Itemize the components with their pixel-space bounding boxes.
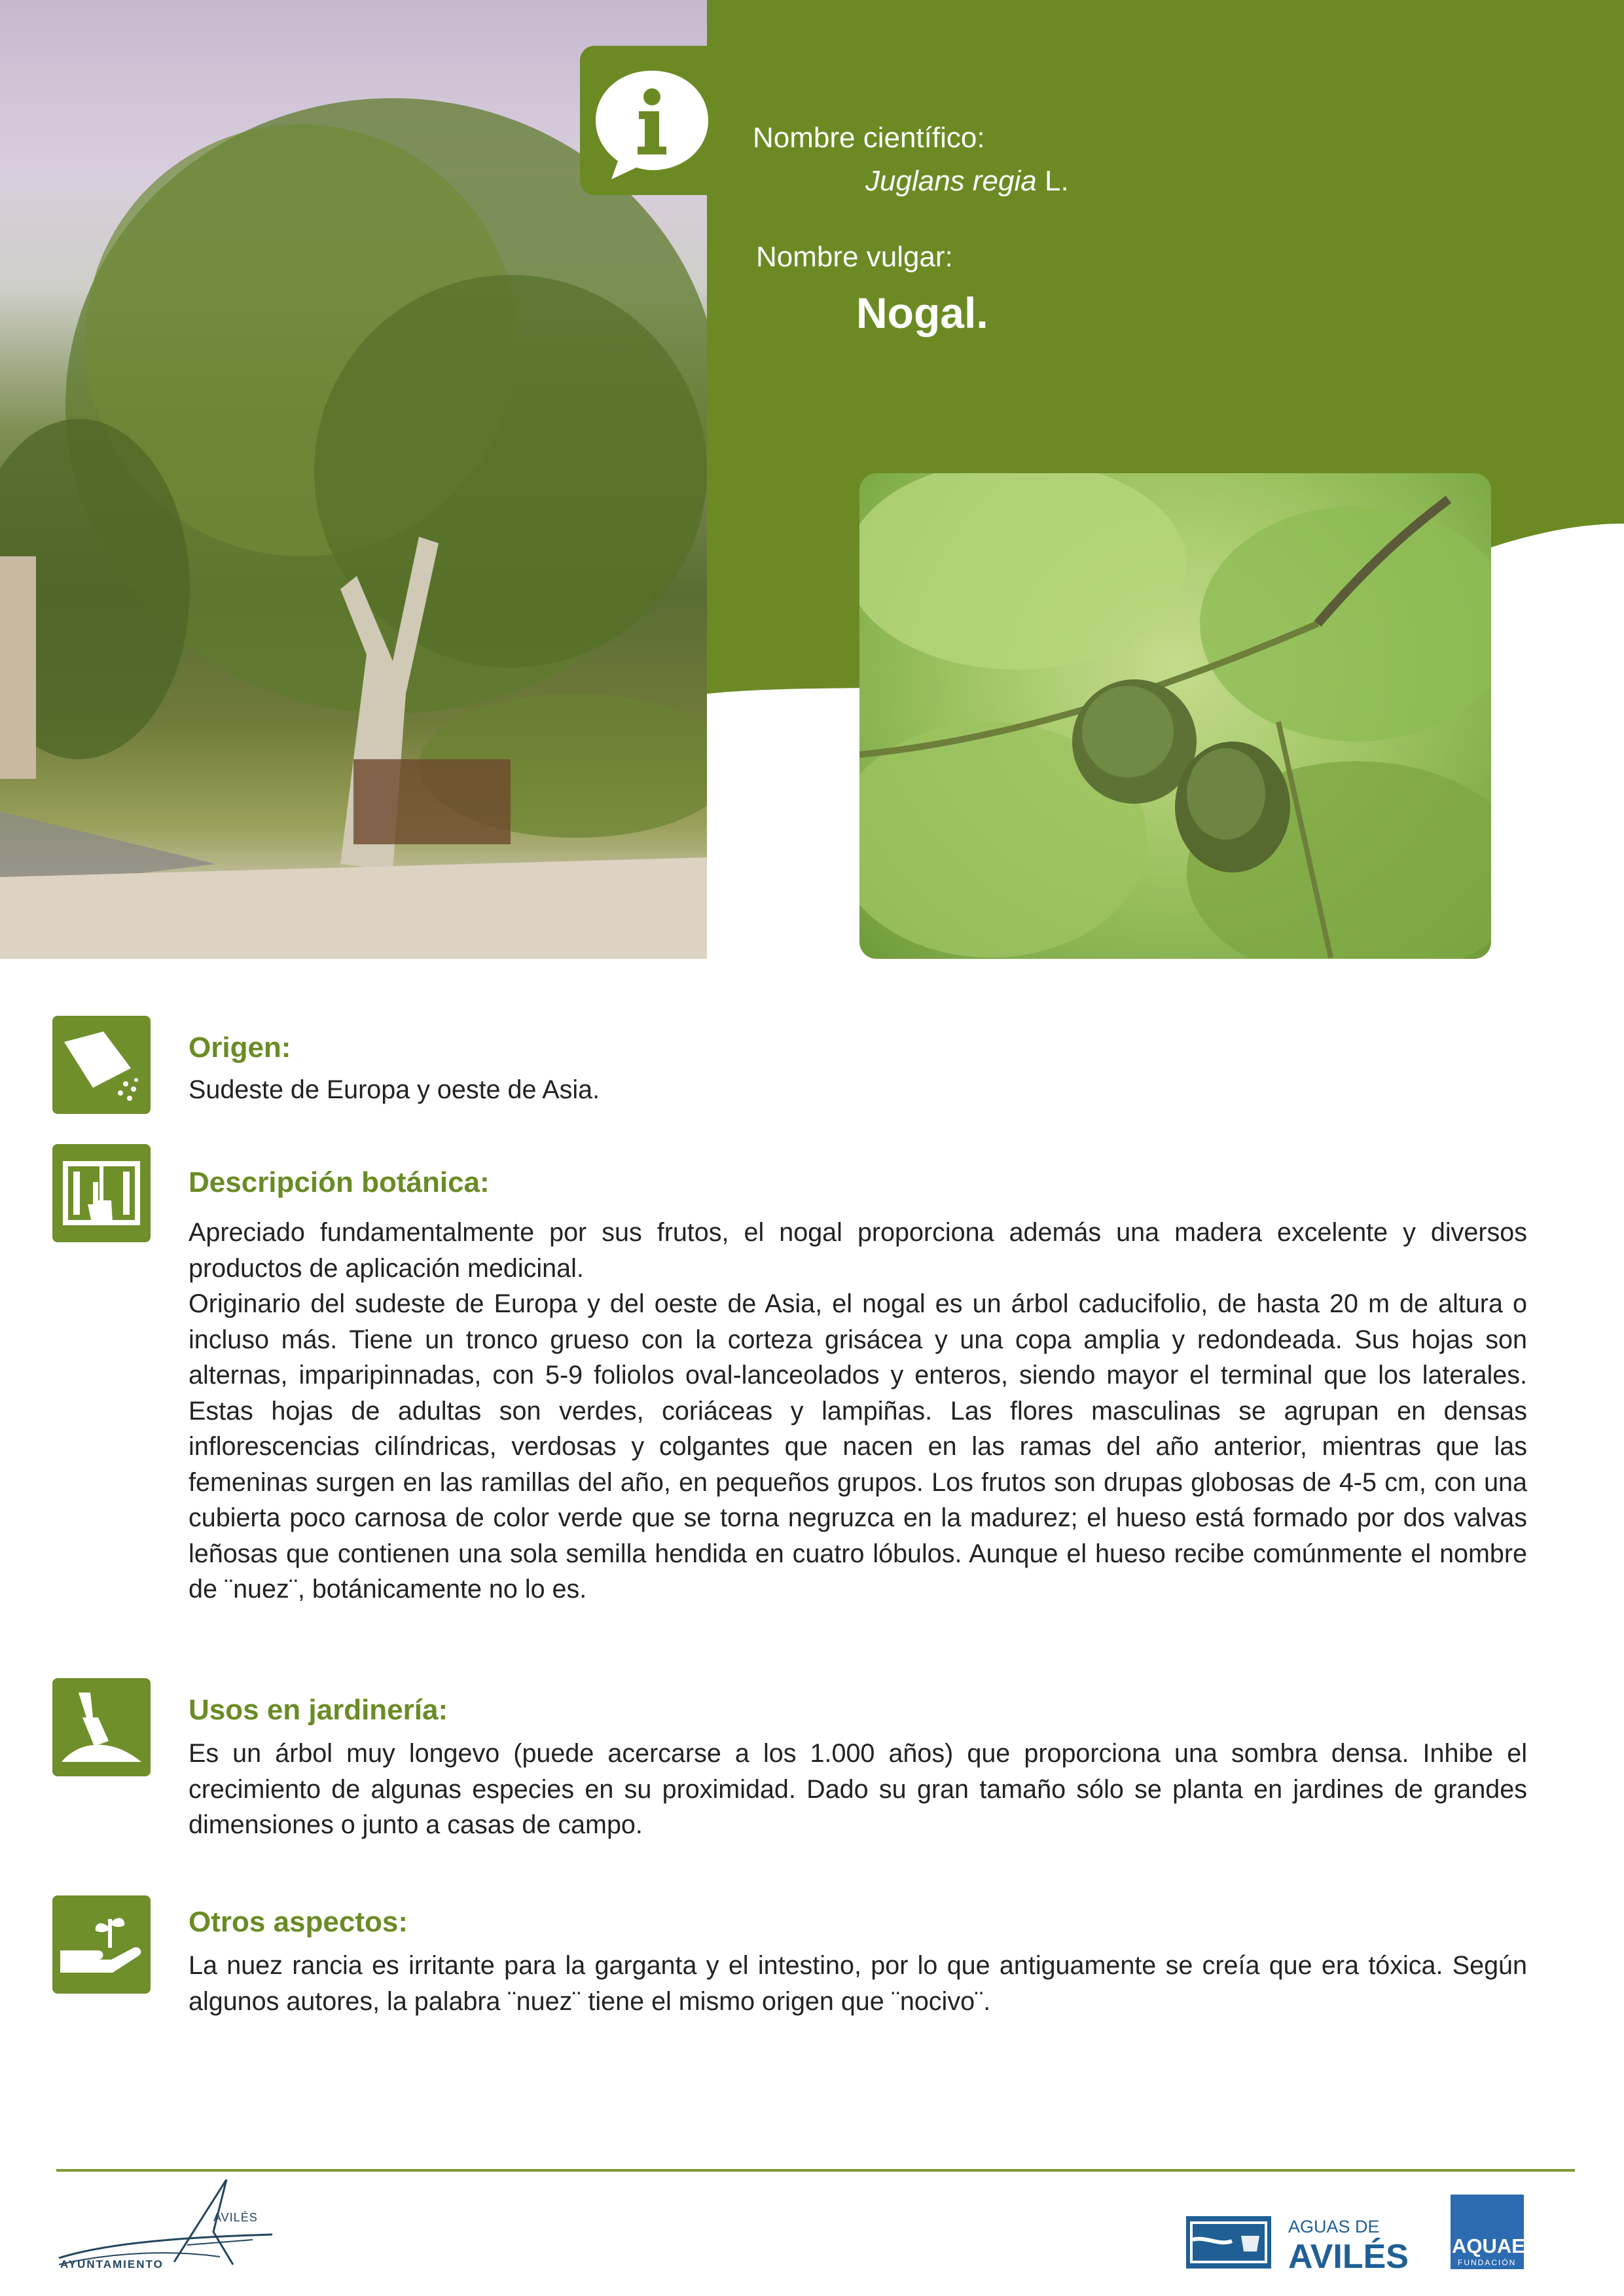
footer-divider bbox=[56, 2169, 1575, 2172]
trowel-soil-icon bbox=[52, 1678, 151, 1776]
aguas-de-aviles-logo-icon bbox=[1186, 2216, 1271, 2269]
book-hand-icon bbox=[52, 1144, 151, 1242]
ayuntamiento-city: AVILÉS bbox=[213, 2211, 258, 2224]
section-paragraph: Apreciado fundamentalmente por sus frutos, el nogal proporciona además una madera excelente y diversos productos de aplicación medicinal. bbox=[189, 1218, 1527, 1283]
section-title: Descripción botánica: bbox=[189, 1166, 490, 1198]
walnut-fruit-illustration bbox=[859, 473, 1491, 959]
scientific-name bbox=[865, 165, 1069, 198]
ayuntamiento-label: AYUNTAMIENTO bbox=[60, 2258, 164, 2270]
section-paragraph: Es un árbol muy longevo (puede acercarse a los 1.000 años) que proporciona una sombra densa. Inhibe el crecimiento de algunas especies en su proximidad. Dado su gran tamaño sólo se planta en jardines de grandes dimensiones o junto a casas de campo. bbox=[189, 1739, 1527, 1839]
aguas-de-aviles-line2: AVILÉS bbox=[1288, 2238, 1409, 2276]
section-title: Otros aspectos: bbox=[189, 1906, 408, 1938]
common-name: Nogal. bbox=[856, 289, 988, 337]
scientific-name-author: L. bbox=[1044, 165, 1069, 197]
aquae-subtitle: FUNDACIÓN bbox=[1458, 2258, 1517, 2267]
section-body bbox=[189, 1948, 1527, 2019]
seed-packet-icon bbox=[52, 1016, 151, 1114]
section-paragraph: Sudeste de Europa y oeste de Asia. bbox=[189, 1075, 600, 1104]
section-title: Origen: bbox=[189, 1031, 291, 1064]
section-body bbox=[189, 1215, 1527, 1607]
info-badge bbox=[580, 46, 724, 195]
info-speech-bubble-icon bbox=[580, 46, 724, 195]
hand-sprout-icon bbox=[52, 1895, 151, 1994]
section-paragraph: Originario del sudeste de Europa y del oeste de Asia, el nogal es un árbol caducifolio, de hasta 20 m de altura o incluso más. Tiene un tronco grueso con la corteza grisácea y una copa amplia y redondeada. Sus hojas son alternas, imparipinnadas, con 5-9 foliolos oval-lanceolados y enteros, siendo mayor el terminal que los laterales. Estas hojas de adultas son verdes, coriáceas y lampiñas. Las flores masculinas se agrupan en densas inflorescencias cilíndricas, verdosas y colgantes que nacen en las ramas del año anterior, mientras que las femeninas surgen en las ramillas del año, en pequeños grupos. Los frutos son drupas globosas de 4-5 cm, con una cubierta poco carnosa de color verde que se torna negruzca en la madurez; el hueso está formado por dos valvas leñosas que contienen una sola semilla hendida en cuatro lóbulos. Aunque el hueso recibe comúnmente el nombre de ¨nuez¨, botánicamente no lo es. bbox=[189, 1289, 1527, 1604]
section-body bbox=[189, 1736, 1527, 1843]
section-body bbox=[189, 1072, 1527, 1108]
scientific-name-species: Juglans regia bbox=[865, 165, 1037, 197]
common-name-label: Nombre vulgar: bbox=[756, 241, 953, 273]
walnut-fruit-photo bbox=[859, 473, 1491, 959]
aguas-de-aviles-line1: AGUAS DE bbox=[1288, 2217, 1380, 2236]
scientific-name-label: Nombre científico: bbox=[753, 122, 985, 154]
section-title: Usos en jardinería: bbox=[189, 1694, 448, 1726]
section-paragraph: La nuez rancia es irritante para la garganta y el intestino, por lo que antiguamente se creía que era tóxica. Según algunos autores, la palabra ¨nuez¨ tiene el mismo origen que ¨nocivo¨. bbox=[189, 1951, 1527, 2016]
aquae-name: AQUAE bbox=[1452, 2234, 1525, 2257]
